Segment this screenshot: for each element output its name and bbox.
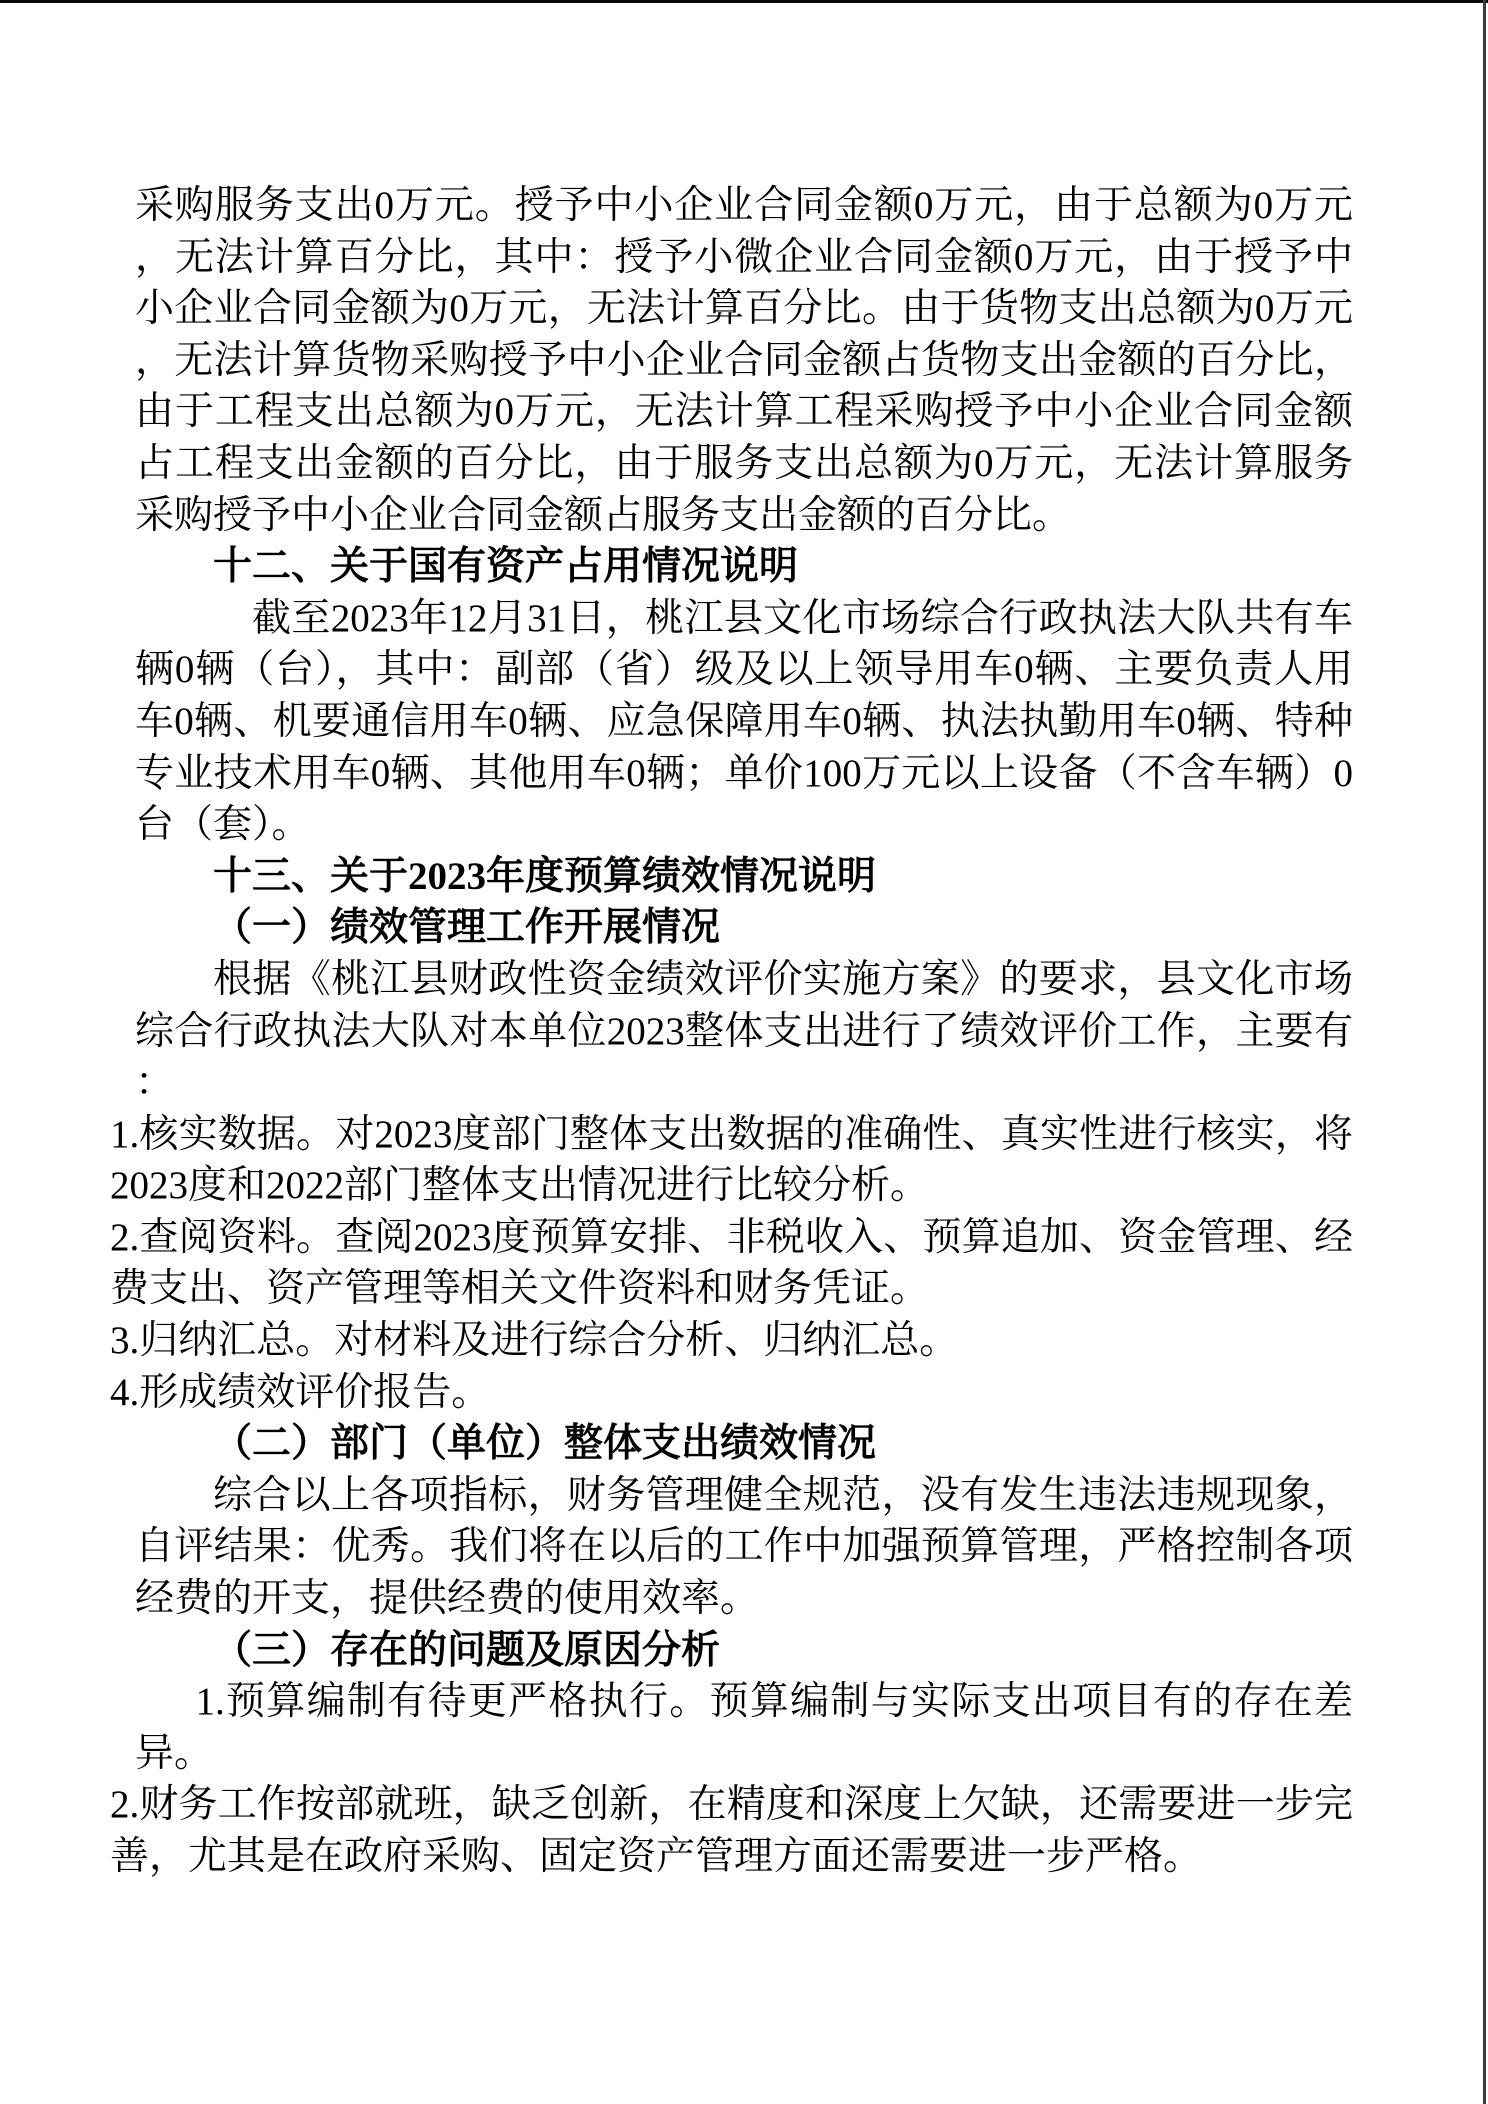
section-heading: 十三、关于2023年度预算绩效情况说明: [213, 854, 877, 898]
paragraph: 2.财务工作按部就班，缺乏创新，在精度和深度上欠缺，还需要进一步完善，尤其是在政府采购、固定资产管理方面还需要进一步严格。: [110, 1783, 1353, 1878]
paragraph: 根据《桃江县财政性资金绩效评价实施方案》的要求，县文化市场综合行政执法大队对本单位2023整体支出进行了绩效评价工作，主要有：: [135, 957, 1353, 1105]
paragraph: 1.预算编制有待更严格执行。预算编制与实际支出项目有的存在差异。: [135, 1680, 1353, 1775]
section-heading: （三）存在的问题及原因分析: [213, 1628, 721, 1672]
section-heading: 十二、关于国有资产占用情况说明: [213, 545, 799, 589]
paragraph: 4.形成绩效评价报告。: [110, 1370, 491, 1414]
section-heading: （一）绩效管理工作开展情况: [213, 906, 721, 950]
section-heading: （二）部门（单位）整体支出绩效情况: [213, 1422, 877, 1466]
document-body: [110, 180, 1353, 1883]
paragraph: 综合以上各项指标，财务管理健全规范，没有发生违法违规现象，自评结果：优秀。我们将在以后的工作中加强预算管理，严格控制各项经费的开支，提供经费的使用效率。: [135, 1473, 1353, 1621]
right-border-line: [1483, 0, 1486, 2104]
paragraph: 1.核实数据。对2023度部门整体支出数据的准确性、真实性进行核实，将2023度和2022部门整体支出情况进行比较分析。: [110, 1112, 1353, 1208]
top-border-line: [0, 0, 1488, 3]
paragraph: 采购服务支出0万元。授予中小企业合同金额0万元，由于总额为0万元，无法计算百分比，其中：授予小微企业合同金额0万元，由于授予中小企业合同金额为0万元，无法计算百分比。由于货物支出总额为0万元，无法计算货物采购授予中小企业合同金额占货物支出金额的百分比，由于工程支出总额为0万元，无法计算工程采购授予中小企业合同金额占工程支出金额的百分比，由于服务支出总额为0万元，无法计算服务采购授予中小企业合同金额占服务支出金额的百分比。: [135, 184, 1353, 537]
paragraph: 截至2023年12月31日，桃江县文化市场综合行政执法大队共有车辆0辆（台），其中：副部（省）级及以上领导用车0辆、主要负责人用车0辆、机要通信用车0辆、应急保障用车0辆、执法执勤用车0辆、特种专业技术用车0辆、其他用车0辆；单价100万元以上设备（不含车辆）0台（套）。: [135, 596, 1353, 847]
paragraph: 3.归纳汇总。对材料及进行综合分析、归纳汇总。: [110, 1319, 959, 1363]
paragraph: 2.查阅资料。查阅2023度预算安排、非税收入、预算追加、资金管理、经费支出、资产管理等相关文件资料和财务凭证。: [110, 1215, 1353, 1311]
